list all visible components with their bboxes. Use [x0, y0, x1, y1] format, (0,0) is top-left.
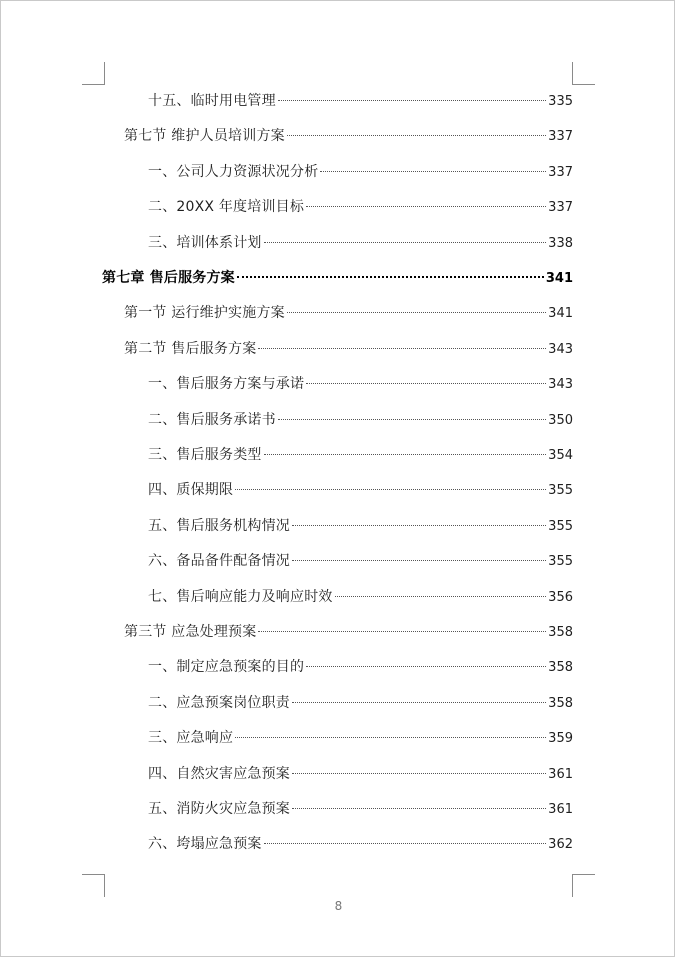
toc-entry-title: 五、售后服务机构情况: [148, 518, 290, 534]
toc-subsection-entry[interactable]: [148, 693, 573, 713]
toc-subsection-entry[interactable]: [148, 834, 573, 854]
toc-subsection-entry[interactable]: [148, 587, 573, 607]
toc-entry-title: 第七节 维护人员培训方案: [124, 128, 285, 144]
toc-dot-leader: [287, 135, 546, 136]
toc-chapter-entry[interactable]: [102, 268, 573, 288]
toc-entry-page-number: 338: [548, 236, 573, 251]
toc-dot-leader: [306, 206, 546, 207]
toc-subsection-entry[interactable]: [148, 410, 573, 430]
toc-entry-page-number: 361: [548, 802, 573, 817]
toc-subsection-entry[interactable]: [148, 445, 573, 465]
toc-dot-leader: [306, 666, 546, 667]
toc-entry-title: 二、应急预案岗位职责: [148, 695, 290, 711]
toc-dot-leader: [264, 242, 547, 243]
toc-dot-leader: [258, 631, 546, 632]
toc-subsection-entry[interactable]: [148, 799, 573, 819]
toc-entry-title: 一、售后服务方案与承诺: [148, 376, 305, 392]
toc-section-entry[interactable]: [124, 126, 573, 146]
toc-entry-page-number: 362: [548, 837, 573, 852]
toc-entry-title: 一、制定应急预案的目的: [148, 659, 305, 675]
toc-section-entry[interactable]: [124, 339, 573, 359]
toc-subsection-entry[interactable]: [148, 551, 573, 571]
toc-section-entry[interactable]: [124, 303, 573, 323]
toc-entry-title: 第二节 售后服务方案: [124, 341, 257, 357]
toc-dot-leader: [287, 312, 546, 313]
toc-entry-title: 第一节 运行维护实施方案: [124, 305, 285, 321]
toc-dot-leader: [292, 560, 546, 561]
toc-dot-leader: [258, 348, 546, 349]
toc-entry-page-number: 343: [548, 377, 573, 392]
toc-entry-page-number: 341: [548, 306, 573, 321]
toc-dot-leader: [292, 525, 546, 526]
toc-entry-page-number: 358: [548, 625, 573, 640]
toc-entry-title: 十五、临时用电管理: [148, 93, 276, 109]
toc-entry-page-number: 355: [548, 519, 573, 534]
toc-dot-leader: [235, 737, 546, 738]
toc-subsection-entry[interactable]: [148, 162, 573, 182]
toc-section-entry[interactable]: [124, 622, 573, 642]
toc-subsection-entry[interactable]: [148, 728, 573, 748]
toc-dot-leader: [306, 383, 546, 384]
toc-entry-title: 一、公司人力资源状况分析: [148, 164, 319, 180]
toc-dot-leader: [292, 773, 546, 774]
toc-entry-title: 二、20XX 年度培训目标: [148, 199, 305, 215]
toc-entry-page-number: 359: [548, 731, 573, 746]
table-of-contents: [1, 1, 675, 901]
toc-entry-title: 三、售后服务类型: [148, 447, 262, 463]
toc-entry-title: 第三节 应急处理预案: [124, 624, 257, 640]
toc-entry-page-number: 337: [548, 200, 573, 215]
toc-subsection-entry[interactable]: [148, 374, 573, 394]
toc-dot-leader: [292, 702, 546, 703]
toc-dot-leader: [278, 419, 546, 420]
toc-subsection-entry[interactable]: [148, 516, 573, 536]
toc-entry-page-number: 341: [545, 271, 573, 286]
toc-dot-leader: [264, 843, 547, 844]
toc-entry-title: 三、培训体系计划: [148, 235, 262, 251]
toc-entry-page-number: 343: [548, 342, 573, 357]
toc-entry-page-number: 354: [548, 448, 573, 463]
toc-subsection-entry[interactable]: [148, 764, 573, 784]
toc-entry-page-number: 358: [548, 696, 573, 711]
toc-subsection-entry[interactable]: [148, 657, 573, 677]
toc-entry-title: 四、质保期限: [148, 482, 234, 498]
toc-entry-page-number: 361: [548, 767, 573, 782]
toc-subsection-entry[interactable]: [148, 197, 573, 217]
toc-subsection-entry[interactable]: [148, 480, 573, 500]
toc-entry-page-number: 350: [548, 413, 573, 428]
toc-entry-page-number: 337: [548, 129, 573, 144]
toc-entry-title: 五、消防火灾应急预案: [148, 801, 290, 817]
toc-entry-page-number: 355: [548, 483, 573, 498]
toc-entry-title: 七、售后响应能力及响应时效: [148, 589, 333, 605]
toc-entry-page-number: 356: [548, 590, 573, 605]
toc-subsection-entry[interactable]: [148, 91, 573, 111]
toc-dot-leader: [292, 808, 546, 809]
toc-subsection-entry[interactable]: [148, 233, 573, 253]
toc-entry-page-number: 335: [548, 94, 573, 109]
page-number: 8: [334, 899, 343, 913]
toc-dot-leader: [264, 454, 547, 455]
toc-entry-title: 二、售后服务承诺书: [148, 412, 276, 428]
toc-entry-page-number: 355: [548, 554, 573, 569]
toc-dot-leader: [235, 489, 546, 490]
toc-entry-title: 第七章 售后服务方案: [102, 270, 235, 286]
toc-entry-title: 三、应急响应: [148, 730, 234, 746]
toc-entry-title: 四、自然灾害应急预案: [148, 766, 290, 782]
toc-entry-page-number: 358: [548, 660, 573, 675]
toc-entry-page-number: 337: [548, 165, 573, 180]
toc-dot-leader: [335, 596, 547, 597]
toc-entry-title: 六、垮塌应急预案: [148, 836, 262, 852]
toc-dot-leader: [320, 171, 546, 172]
toc-dot-leader: [278, 100, 546, 101]
toc-dot-leader: [237, 276, 544, 278]
toc-entry-title: 六、备品备件配备情况: [148, 553, 290, 569]
